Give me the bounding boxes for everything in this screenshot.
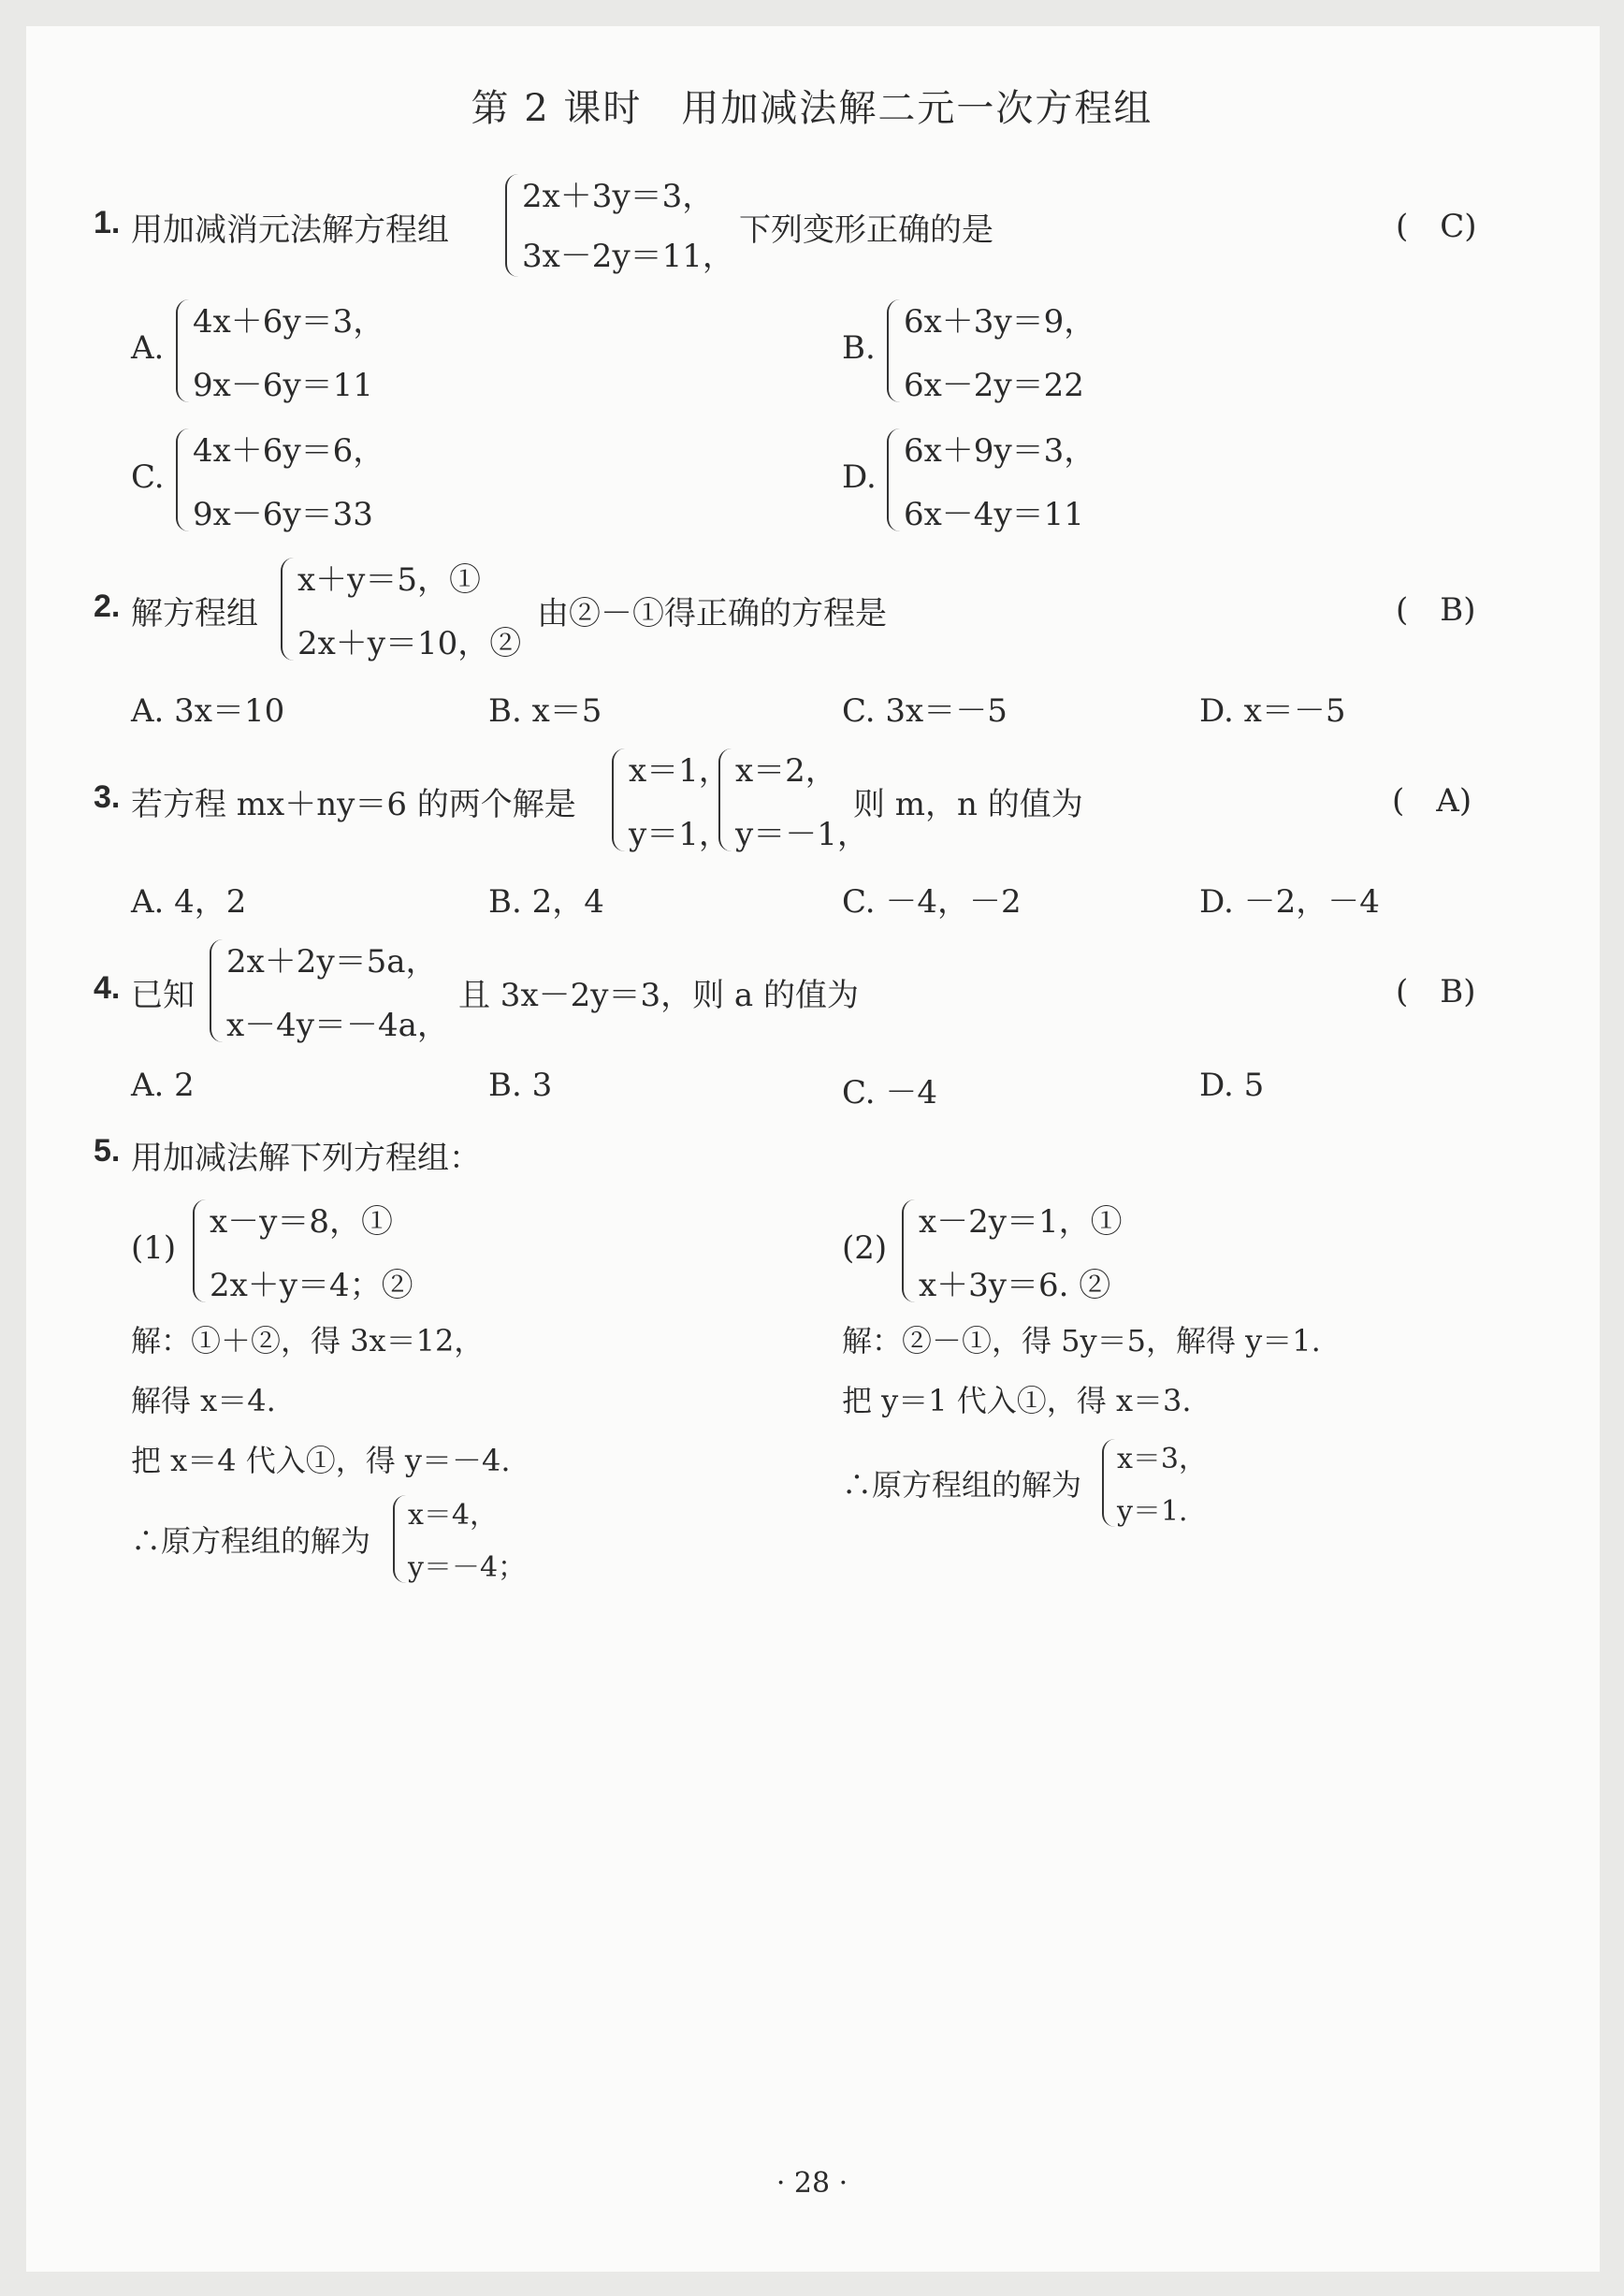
q5-part1-line3: 把 x＝4 代入①，得 y＝－4.	[131, 1443, 511, 1478]
brace	[887, 299, 900, 402]
q3-option-b: B. 2，4	[488, 883, 604, 921]
q5-part1-line1: 解：①＋②，得 3x＝12，	[131, 1323, 485, 1359]
q2-suffix: 由②－①得正确的方程是	[537, 595, 887, 632]
q5-part1-label: (1)	[131, 1229, 177, 1267]
q5-part2-conclusion: ∴原方程组的解为	[842, 1467, 1082, 1503]
q1-suffix: 下列变形正确的是	[739, 211, 993, 249]
q5-part1-eq1: x－y＝8，①	[210, 1203, 394, 1241]
brace	[281, 558, 294, 661]
q4-suffix: 且 3x－2y＝3，则 a 的值为	[458, 977, 859, 1014]
q1-number: 1.	[94, 205, 121, 240]
q2-eq2: 2x＋y＝10，②	[297, 625, 522, 662]
q3-answer: (A)	[1392, 782, 1504, 820]
q2-prefix: 解方程组	[131, 595, 258, 632]
page-number: · 28 ·	[776, 2167, 848, 2200]
q5-part2-eq2: x＋3y＝6. ②	[919, 1267, 1111, 1304]
q1-option-b-eq2: 6x－2y＝22	[904, 367, 1084, 404]
q1-option-d-label: D.	[842, 458, 877, 496]
q1-option-c-eq2: 9x－6y＝33	[193, 496, 373, 533]
q1-option-b-label: B.	[842, 329, 876, 367]
q5-part1-line2: 解得 x＝4.	[131, 1383, 276, 1418]
q3-prefix: 若方程 mx＋ny＝6 的两个解是	[131, 786, 576, 823]
brace	[887, 429, 900, 531]
q5-part1-res2: y＝－4；	[408, 1551, 527, 1584]
q2-option-c: C. 3x＝－5	[842, 692, 1008, 730]
q1-eq1: 2x＋3y＝3，	[522, 178, 715, 215]
q5-prompt: 用加减法解下列方程组：	[131, 1140, 481, 1177]
q5-part2-label: (2)	[842, 1229, 888, 1267]
brace	[176, 299, 189, 402]
q2-option-b: B. x＝5	[488, 692, 602, 730]
brace	[505, 174, 518, 277]
q1-prefix: 用加减消元法解方程组	[131, 211, 449, 249]
brace	[902, 1199, 915, 1302]
q1-option-b-eq1: 6x＋3y＝9，	[904, 303, 1096, 341]
q3-suffix: 则 m，n 的值为	[853, 786, 1083, 823]
q4-option-b: B. 3	[488, 1067, 553, 1104]
q5-part1-eq2: 2x＋y＝4；②	[210, 1267, 413, 1304]
brace	[612, 748, 625, 851]
q2-option-d: D. x＝－5	[1199, 692, 1346, 730]
q1-option-d-eq2: 6x－4y＝11	[904, 496, 1084, 533]
brace	[210, 939, 223, 1042]
q3-s1-eq2: y＝1，	[629, 816, 731, 853]
brace	[1102, 1439, 1115, 1527]
q1-option-d-eq1: 6x＋9y＝3，	[904, 432, 1096, 470]
q5-part2-line2: 把 y＝1 代入①，得 x＝3.	[842, 1383, 1192, 1418]
q3-option-a: A. 4，2	[131, 883, 247, 921]
q2-option-a: A. 3x＝10	[131, 692, 285, 730]
q4-answer: (B)	[1396, 973, 1508, 1010]
q5-number: 5.	[94, 1133, 121, 1169]
q3-s2-eq2: y＝－1，	[735, 816, 869, 853]
q1-option-c-label: C.	[131, 458, 165, 496]
q1-option-a-label: A.	[131, 329, 165, 367]
q1-option-a-eq1: 4x＋6y＝3，	[193, 303, 385, 341]
q4-option-c: C. －4	[842, 1074, 938, 1112]
q1-option-a-eq2: 9x－6y＝11	[193, 367, 373, 404]
q5-part2-res1: x＝3，	[1117, 1443, 1208, 1475]
q4-prefix: 已知	[131, 977, 195, 1014]
q5-part2-res2: y＝1.	[1117, 1495, 1188, 1528]
q4-option-a: A. 2	[131, 1067, 195, 1104]
q3-option-d: D. －2，－4	[1199, 883, 1380, 921]
q4-eq1: 2x＋2y＝5a，	[226, 943, 438, 981]
q5-part1-res1: x＝4，	[408, 1499, 499, 1532]
q5-part2-line1: 解：②－①，得 5y＝5，解得 y＝1.	[842, 1323, 1321, 1359]
brace	[393, 1495, 406, 1583]
q4-number: 4.	[94, 970, 121, 1006]
q2-answer: (B)	[1396, 591, 1508, 629]
q2-eq1: x＋y＝5，①	[297, 561, 482, 599]
q2-number: 2.	[94, 589, 121, 624]
brace	[193, 1199, 206, 1302]
q3-number: 3.	[94, 779, 121, 815]
brace	[176, 429, 189, 531]
q4-eq2: x－4y＝－4a，	[226, 1007, 449, 1044]
lesson-title: 第 2 课时 用加减法解二元一次方程组	[471, 87, 1153, 130]
brace	[718, 748, 732, 851]
q5-part2-eq1: x－2y＝1，①	[919, 1203, 1123, 1241]
q3-option-c: C. －4，－2	[842, 883, 1022, 921]
q1-eq2: 3x－2y＝11，	[522, 238, 734, 275]
q1-answer: (C)	[1396, 208, 1509, 245]
q5-part1-conclusion: ∴原方程组的解为	[131, 1523, 371, 1559]
q3-s1-eq1: x＝1，	[629, 752, 731, 790]
q4-option-d: D. 5	[1199, 1067, 1265, 1104]
q3-s2-eq1: x＝2，	[735, 752, 837, 790]
q1-option-c-eq1: 4x＋6y＝6，	[193, 432, 385, 470]
